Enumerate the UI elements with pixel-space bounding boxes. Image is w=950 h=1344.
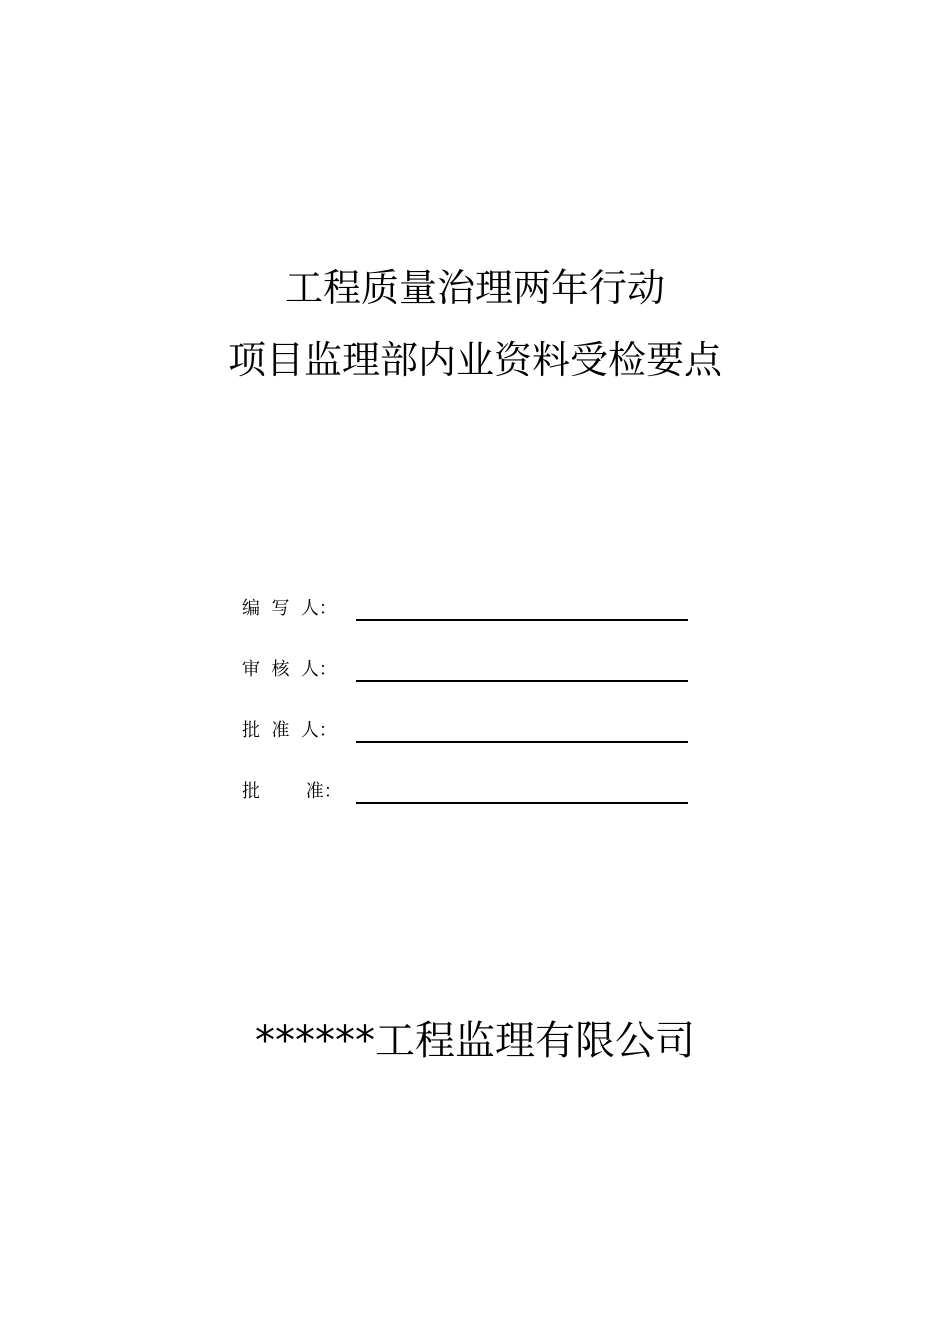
signature-line-approval [356,802,688,804]
company-name: ******工程监理有限公司 [255,1018,695,1064]
signature-label-approval: 批 准： [242,781,342,802]
signature-line-writer [356,619,688,621]
signature-row-reviewer [242,655,702,685]
signature-line-reviewer [356,680,688,682]
signature-row-approval [242,777,702,807]
signature-label-writer: 编 写 人： [242,598,337,619]
document-title-line-2: 项目监理部内业资料受检要点 [227,338,722,382]
signature-label-approver: 批 准 人： [242,720,337,741]
signature-line-approver [356,741,688,743]
signature-row-writer [242,594,702,624]
document-title-line-1: 工程质量治理两年行动 [284,266,665,310]
signature-label-reviewer: 审 核 人： [242,659,337,680]
signature-row-approver [242,716,702,746]
